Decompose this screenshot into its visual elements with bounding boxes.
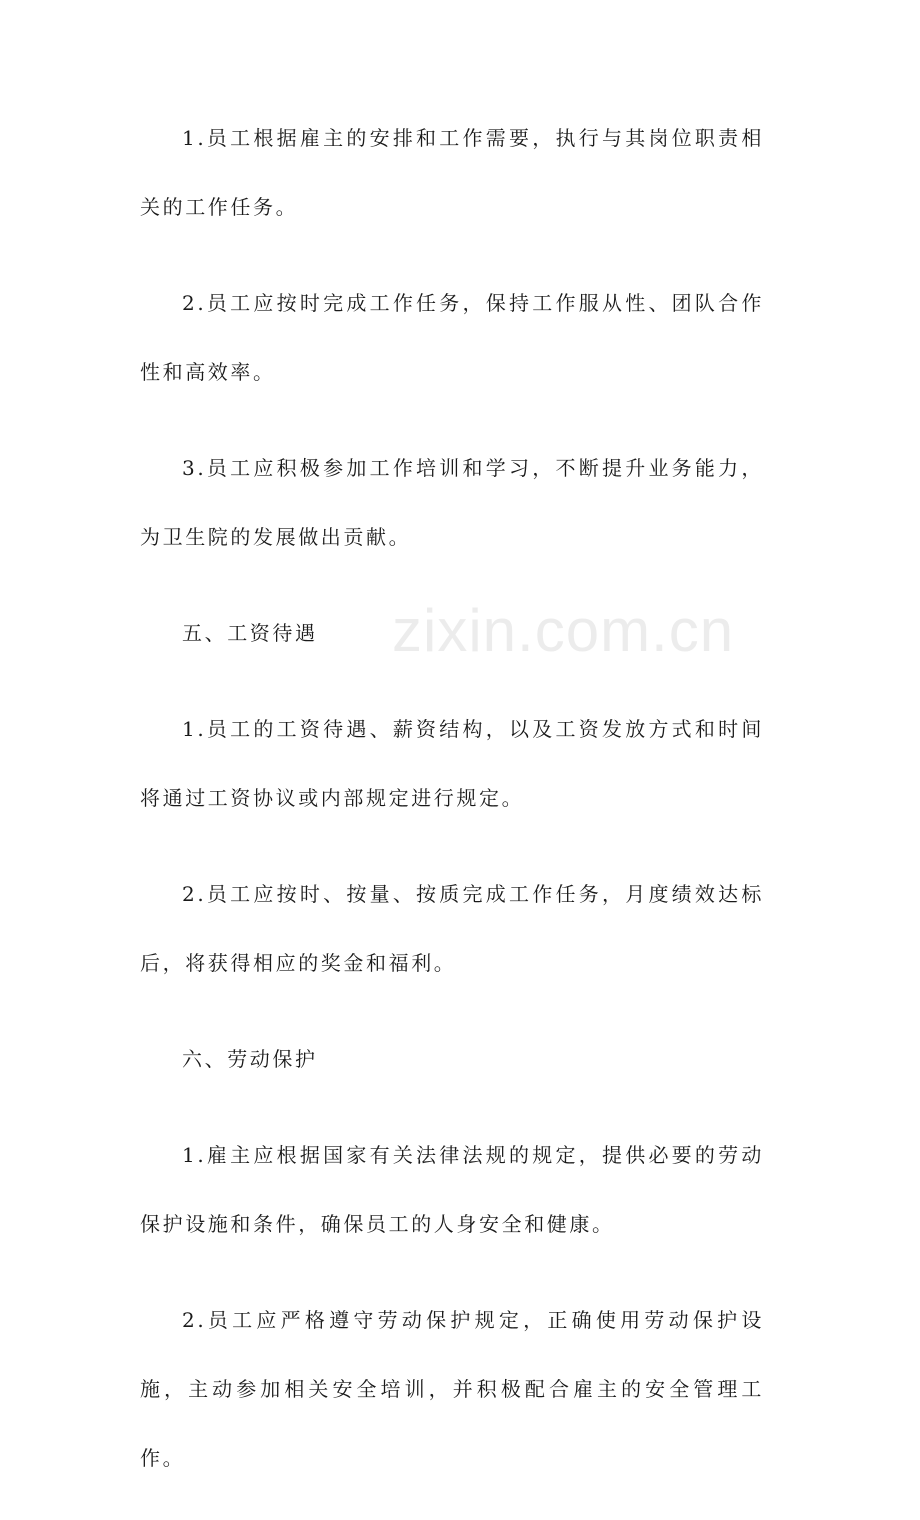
paragraph-duty-1: 1.员工根据雇主的安排和工作需要，执行与其岗位职责相关的工作任务。 bbox=[140, 126, 764, 219]
paragraph-protection-1: 1.雇主应根据国家有关法律法规的规定，提供必要的劳动保护设施和条件，确保员工的人身安全和健康。 bbox=[140, 1143, 764, 1236]
site-watermark: zixin.com.cn bbox=[392, 597, 735, 664]
document-body bbox=[140, 104, 764, 1520]
paragraph-duty-2: 2.员工应按时完成工作任务，保持工作服从性、团队合作性和高效率。 bbox=[140, 291, 764, 384]
paragraph-duty-3: 3.员工应积极参加工作培训和学习，不断提升业务能力，为卫生院的发展做出贡献。 bbox=[140, 456, 764, 549]
paragraph-wages-2: 2.员工应按时、按量、按质完成工作任务，月度绩效达标后，将获得相应的奖金和福利。 bbox=[140, 882, 764, 975]
paragraph-wages-1: 1.员工的工资待遇、薪资结构，以及工资发放方式和时间将通过工资协议或内部规定进行规定。 bbox=[140, 717, 764, 810]
section-heading-labor-protection: 六、劳动保护 bbox=[182, 1047, 318, 1071]
section-heading-wages: 五、工资待遇 bbox=[182, 621, 318, 645]
paragraph-protection-2: 2.员工应严格遵守劳动保护规定，正确使用劳动保护设施，主动参加相关安全培训，并积极配合雇主的安全管理工作。 bbox=[140, 1308, 764, 1470]
